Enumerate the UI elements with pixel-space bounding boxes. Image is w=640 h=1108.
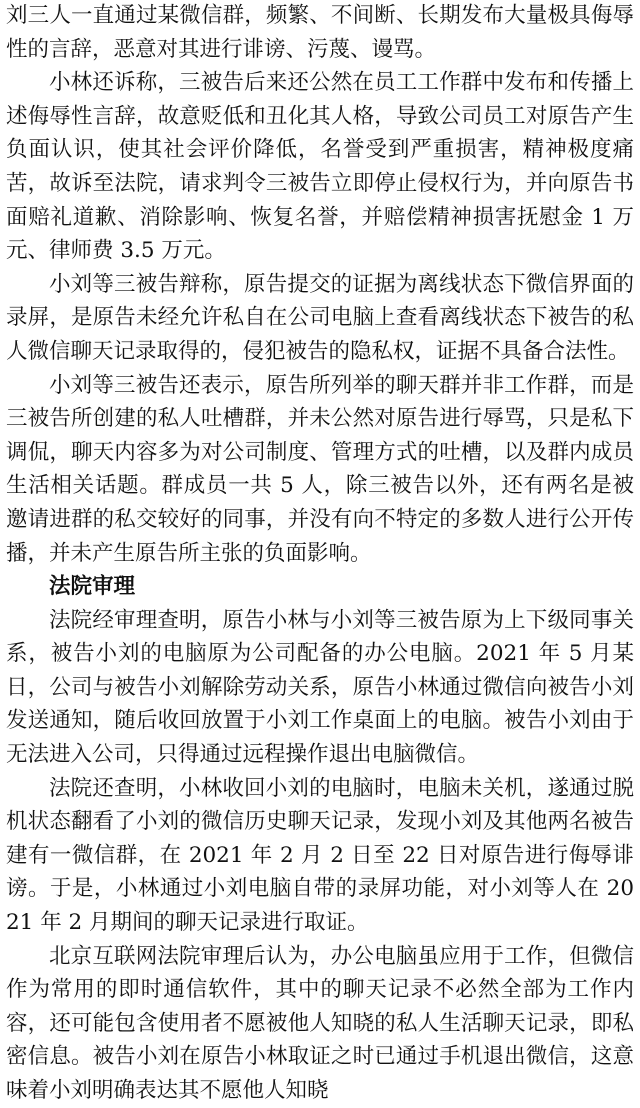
paragraph-continued: 刘三人一直通过某微信群，频繁、不间断、长期发布大量极具侮辱性的言辞，恶意对其进行诽谤、污蔑、谩骂。 [6, 3, 634, 62]
article-body [6, 0, 634, 1108]
paragraph-defense-group: 小刘等三被告还表示，原告所列举的聊天群并非工作群，而是三被告所创建的私人吐槽群，并未公然对原告进行辱骂，只是私下调侃，聊天内容多为对公司制度、管理方式的吐槽，以及群内成员生活相关话题。群成员一共 5 人，除三被告以外，还有两名是被邀请进群的私交较好的同事，并没有向不特定的多数人进行公开传播，并未产生原告所主张的负面影响。 [6, 372, 634, 566]
paragraph-court-finding-1: 法院经审理查明，原告小林与小刘等三被告原为上下级同事关系，被告小刘的电脑原为公司配备的办公电脑。2021 年 5 月某日，公司与被告小刘解除劳动关系，原告小林通过微信向被告小刘发送通知，随后收回放置于小刘工作桌面上的电脑。被告小刘由于无法进入公司，只得通过远程操作退出电脑微信。 [6, 607, 634, 768]
paragraph-defense-evidence: 小刘等三被告辩称，原告提交的证据为离线状态下微信界面的录屏，是原告未经允许私自在公司电脑上查看离线状态下被告的私人微信聊天记录取得的，侵犯被告的隐私权，证据不具备合法性。 [6, 271, 634, 364]
paragraph-court-finding-2: 法院还查明，小林收回小刘的电脑时，电脑未关机，遂通过脱机状态翻看了小刘的微信历史聊天记录，发现小刘及其他两名被告建有一微信群，在 2021 年 2 月 2 日至 22 日对原告进行侮辱诽谤。于是，小林通过小刘电脑自带的录屏功能，对小刘等人在 2021 年 2 月期间的聊天记录进行取证。 [6, 775, 634, 936]
paragraph-court-opinion: 北京互联网法院审理后认为，办公电脑虽应用于工作，但微信作为常用的即时通信软件，其中的聊天记录不必然全部为工作内容，还可能包含使用者不愿被他人知晓的私人生活聊天记录，即私密信息。被告小刘在原告小林取证之时已通过手机退出微信，这意味着小刘明确表达其不愿他人知晓 [6, 943, 634, 1103]
section-heading: 法院审理 [49, 574, 136, 600]
paragraph-plaintiff-claim: 小林还诉称，三被告后来还公然在员工工作群中发布和传播上述侮辱性言辞，故意贬低和丑化其人格，导致公司员工对原告产生负面认识，使其社会评价降低，名誉受到严重损害，精神极度痛苦，故诉至法院，请求判令三被告立即停止侵权行为，并向原告书面赔礼道歉、消除影响、恢复名誉，并赔偿精神损害抚慰金 1 万元、律师费 3.5 万元。 [6, 70, 634, 264]
